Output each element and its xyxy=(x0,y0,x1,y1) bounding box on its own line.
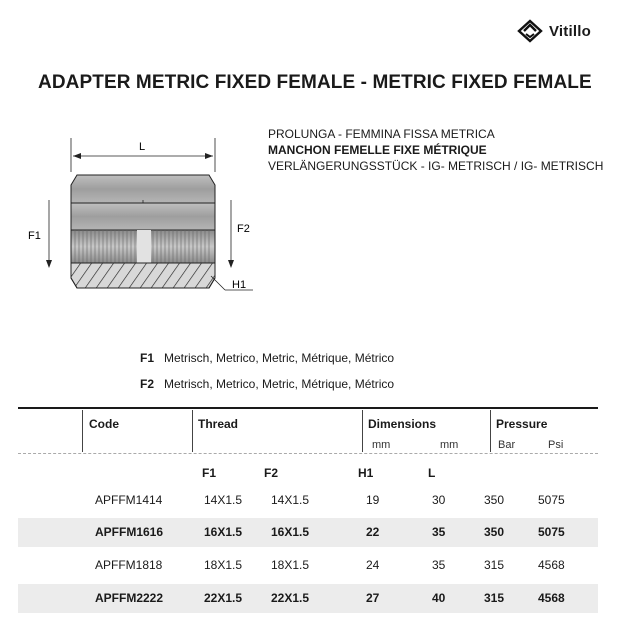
table-row xyxy=(18,551,598,580)
vitillo-diamond-logo-icon xyxy=(517,19,543,43)
header-thread: Thread xyxy=(198,417,239,431)
legend-f2-key: F2 xyxy=(140,377,155,391)
cell-psi: 4568 xyxy=(538,558,565,572)
cell-code: APFFM1616 xyxy=(95,525,164,539)
unit-l: mm xyxy=(440,439,459,451)
column-divider xyxy=(362,410,363,452)
product-name-de: VERLÄNGERUNGSSTÜCK - IG- METRISCH / IG- METRISCH xyxy=(268,159,604,173)
drawing-label-l: L xyxy=(139,141,146,153)
header-pressure: Pressure xyxy=(496,417,548,431)
unit-bar: Bar xyxy=(498,439,516,451)
cell-bar: 315 xyxy=(484,591,505,605)
cell-h1: 22 xyxy=(366,525,380,539)
table-row xyxy=(18,486,598,515)
product-name-fr: MANCHON FEMELLE FIXE MÉTRIQUE xyxy=(268,143,487,157)
technical-drawing xyxy=(25,138,265,298)
column-divider xyxy=(192,410,193,452)
cell-psi: 5075 xyxy=(538,525,565,539)
cell-h1: 24 xyxy=(366,558,380,572)
cell-bar: 350 xyxy=(484,493,505,507)
column-divider xyxy=(490,410,491,452)
cell-f2: 22X1.5 xyxy=(271,591,310,605)
header-dimensions: Dimensions xyxy=(368,417,437,431)
table-header-divider xyxy=(18,453,598,454)
legend-f2 xyxy=(140,377,394,391)
table-row xyxy=(18,518,598,547)
subheader-h1: H1 xyxy=(358,466,374,480)
cell-f1: 14X1.5 xyxy=(204,493,243,507)
cell-psi: 5075 xyxy=(538,493,565,507)
cell-bar: 350 xyxy=(484,525,505,539)
drawing-label-f1: F1 xyxy=(28,230,41,242)
cell-f2: 14X1.5 xyxy=(271,493,310,507)
cell-h1: 27 xyxy=(366,591,380,605)
cell-l: 40 xyxy=(432,591,446,605)
subheader-l: L xyxy=(428,466,436,480)
cell-psi: 4568 xyxy=(538,591,565,605)
cell-l: 30 xyxy=(432,493,446,507)
unit-h1: mm xyxy=(372,439,391,451)
cell-code: APFFM1818 xyxy=(95,558,163,572)
subheader-f2: F2 xyxy=(264,466,279,480)
subheader-f1: F1 xyxy=(202,466,217,480)
table-top-rule xyxy=(18,407,598,409)
table-row xyxy=(18,584,598,613)
cell-f1: 16X1.5 xyxy=(204,525,243,539)
brand-name: Vitillo xyxy=(549,22,591,40)
unit-psi: Psi xyxy=(548,439,564,451)
drawing-label-f2: F2 xyxy=(237,223,250,235)
legend-f2-text: Metrisch, Metrico, Metric, Métrique, Métrico xyxy=(164,377,395,391)
page-title: ADAPTER METRIC FIXED FEMALE - METRIC FIXED FEMALE xyxy=(38,72,592,93)
legend-f1 xyxy=(140,351,394,365)
cell-f2: 18X1.5 xyxy=(271,558,310,572)
cell-code: APFFM1414 xyxy=(95,493,163,507)
cell-h1: 19 xyxy=(366,493,380,507)
cell-f1: 22X1.5 xyxy=(204,591,243,605)
cell-f1: 18X1.5 xyxy=(204,558,243,572)
cell-bar: 315 xyxy=(484,558,505,572)
product-names xyxy=(268,126,603,174)
legend-f1-key: F1 xyxy=(140,351,155,365)
column-divider xyxy=(82,410,83,452)
drawing-label-h1: H1 xyxy=(232,279,247,291)
brand-logo xyxy=(517,19,591,43)
cell-f2: 16X1.5 xyxy=(271,525,310,539)
cell-l: 35 xyxy=(432,525,446,539)
legend-f1-text: Metrisch, Metrico, Metric, Métrique, Métrico xyxy=(164,351,395,365)
header-code: Code xyxy=(89,417,119,431)
cell-code: APFFM2222 xyxy=(95,591,164,605)
cell-l: 35 xyxy=(432,558,446,572)
product-name-it: PROLUNGA - FEMMINA FISSA METRICA xyxy=(268,127,495,141)
